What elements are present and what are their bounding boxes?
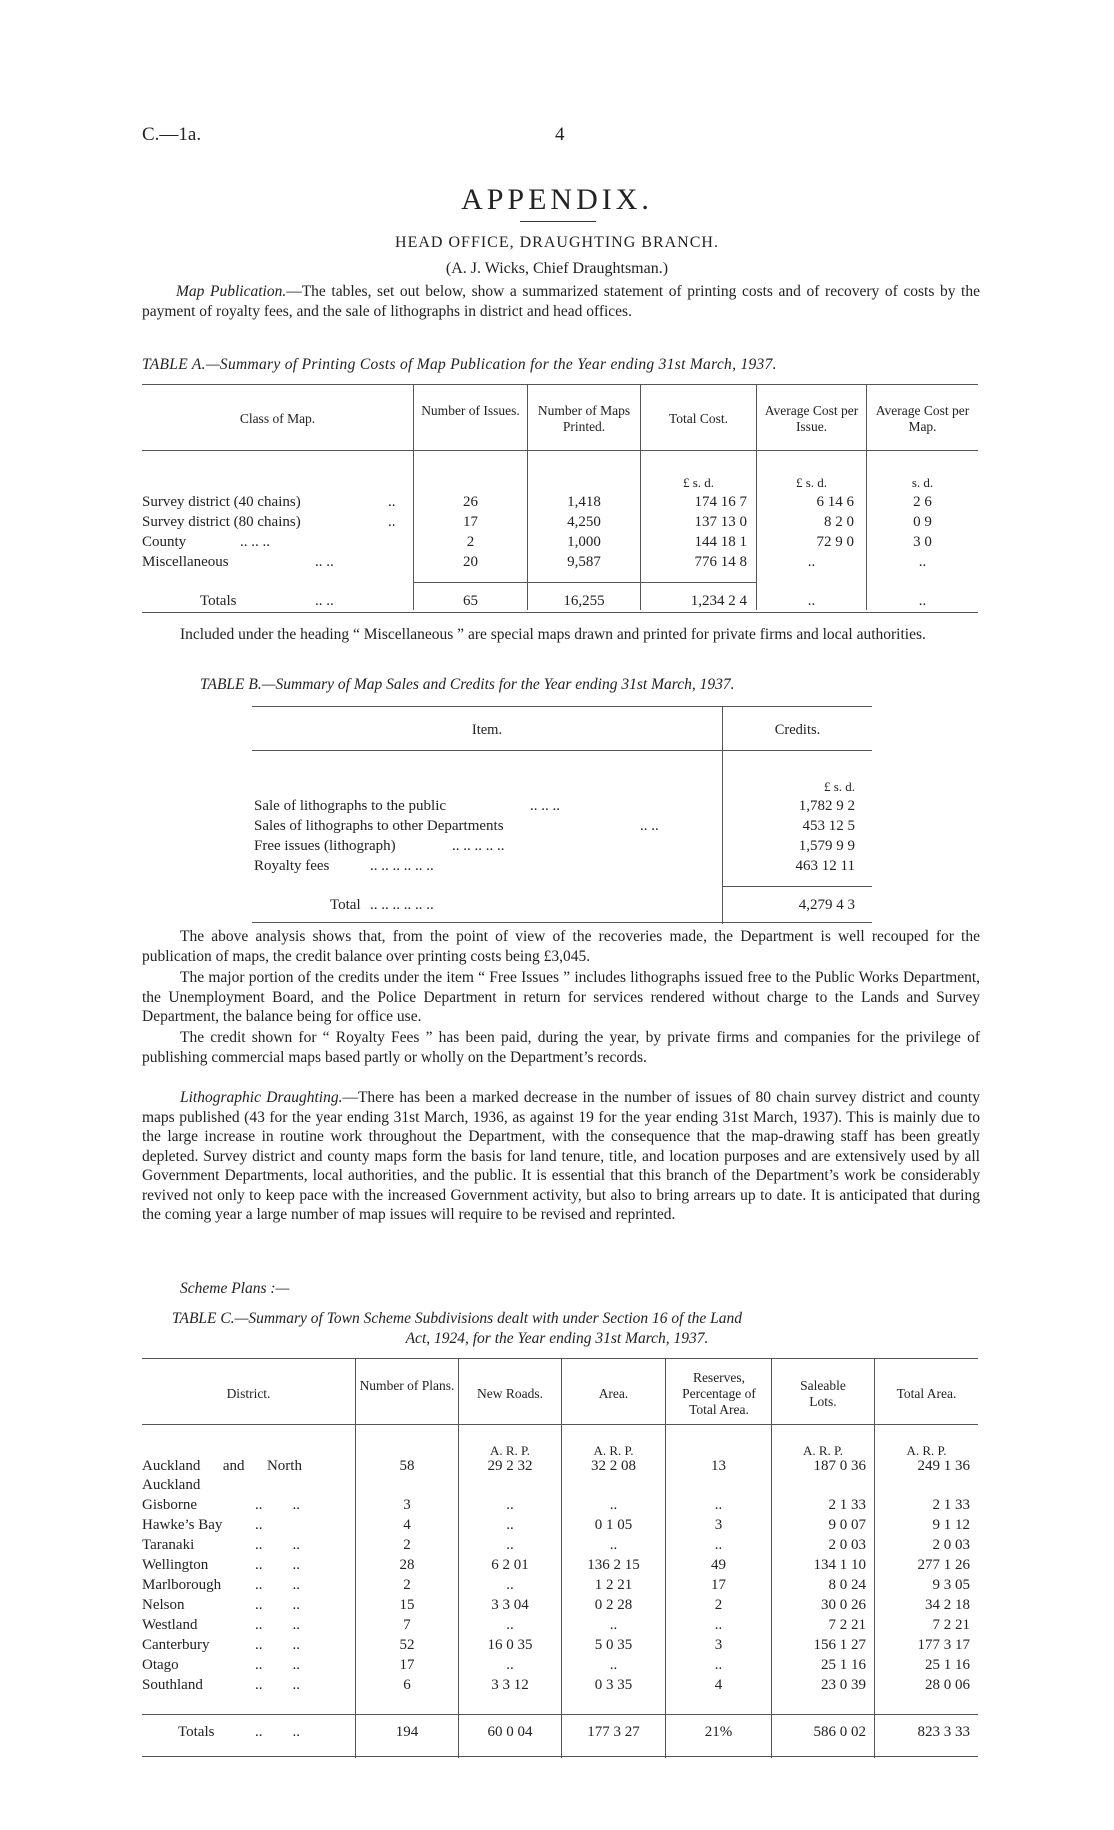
table-a-top-rule — [142, 384, 978, 385]
table-row-printed: 1,418 — [567, 494, 601, 510]
table-a-totals-label: Totals — [200, 593, 237, 609]
table-row-lots: 7 2 21 — [828, 1617, 866, 1633]
table-row-dots: .. .. — [255, 1617, 300, 1633]
table-row-district: Otago — [142, 1657, 179, 1673]
table-row-dots: .. .. — [255, 1677, 300, 1693]
table-c-header-area: Area. — [598, 1386, 629, 1401]
table-b-top-rule — [252, 706, 872, 707]
table-row-total: 249 1 36 — [917, 1458, 970, 1474]
table-row-per-map: .. — [918, 554, 927, 570]
table-c-totals-roads: 60 0 04 — [487, 1724, 533, 1740]
table-row-printed: 4,250 — [567, 514, 601, 530]
table-row-per-issue: .. — [807, 554, 816, 570]
table-row-area: 136 2 15 — [587, 1557, 640, 1573]
table-row-credit: 1,579 9 9 — [798, 838, 855, 854]
table-a-unit-per-map: s. d. — [911, 475, 934, 490]
table-row-district-cont: Auckland — [142, 1477, 201, 1493]
table-b-total-dots: .. .. .. .. .. .. — [370, 897, 434, 913]
table-row-dots: .. .. .. — [240, 534, 270, 550]
table-row-reserves: .. — [714, 1497, 723, 1513]
table-row-district: Canterbury — [142, 1637, 210, 1653]
table-row-dots: .. .. — [315, 554, 334, 570]
table-row-area: .. — [609, 1497, 618, 1513]
table-a-header-rule — [142, 450, 978, 451]
table-c-subtotal-rule — [142, 1714, 978, 1715]
table-row-area: 5 0 35 — [594, 1637, 633, 1653]
table-row-district: Wellington — [142, 1557, 209, 1573]
table-row-roads: .. — [506, 1617, 514, 1633]
table-a-totals-per-map: .. — [918, 593, 927, 609]
table-c-top-rule — [142, 1358, 978, 1359]
table-row-lots: 134 1 10 — [813, 1557, 866, 1573]
lithographic-text: —There has been a marked decrease in the number of issues of 80 chain survey district and county maps published (43 for the year ending 31st March, 1936, as against 19 for the year ending 31st March, 1937). This is mainly due to the large increase in routine work throughout the Department, with the consequence that the map-drawing staff has been greatly depleted. Survey district and county maps form the basis for land tenure, title, and location purposes and are extensively used by all Government Departments, local authorities, and the public. It is essential that this branch of the Department’s work be considerably revived not only to keep pace with the increased Government activity, but also to bring arrears up to date. It is anticipated that during the coming year a large number of map issues will require to be revised and reprinted. — [142, 1089, 980, 1223]
table-row-item: Royalty fees — [254, 858, 330, 874]
table-row-plans: 2 — [403, 1577, 411, 1593]
table-c-header-rule — [142, 1424, 978, 1425]
table-row-class: Survey district (40 chains) — [142, 494, 301, 510]
table-row-district: Westland — [142, 1617, 198, 1633]
table-row-reserves: 3 — [714, 1517, 723, 1533]
table-row-credit: 463 12 11 — [795, 858, 855, 874]
royalty-paragraph: The credit shown for “ Royalty Fees ” has been paid, during the year, by private firms and companies for the privilege of publishing commercial maps based partly or wholly on the Department’s records. — [142, 1029, 980, 1066]
table-row-total: 9 3 05 — [932, 1577, 970, 1593]
table-row-dots: .. .. — [255, 1637, 300, 1653]
table-row-reserves: 13 — [711, 1458, 726, 1474]
table-row-lots: 8 0 24 — [828, 1577, 866, 1593]
table-row-plans: 7 — [403, 1617, 411, 1633]
table-row-district: Taranaki — [142, 1537, 195, 1553]
table-c-totals-label: Totals — [178, 1724, 215, 1740]
table-row-roads: .. — [506, 1657, 514, 1673]
table-row-dots: .. .. — [255, 1597, 300, 1613]
table-row-total: 7 2 21 — [932, 1617, 970, 1633]
table-row-lots: 2 1 33 — [828, 1497, 866, 1513]
table-c-header-roads: New Roads. — [477, 1386, 543, 1401]
table-row-total: 2 0 03 — [932, 1537, 970, 1553]
table-row-lots: 2 0 03 — [828, 1537, 866, 1553]
table-row-dots: .. .. .. — [530, 798, 560, 814]
map-publication-lead: Map Publication. — [176, 283, 287, 300]
free-issues-paragraph: The major portion of the credits under the item “ Free Issues ” includes lithographs issued free to the Public Works Department, the Unemployment Board, and the Police Department in return for services rendered without charge to the Lands and Survey Department, the balance being for office use. — [142, 969, 980, 1025]
table-row-per-map: 2 6 — [913, 494, 932, 510]
analysis-paragraph: The above analysis shows that, from the point of view of the recoveries made, the Department is well recouped for the publication of maps, the credit balance over printing costs being £3,045. — [142, 928, 980, 965]
table-c-bottom-rule — [142, 1756, 978, 1757]
table-c-unit-area: A. R. P. — [593, 1443, 634, 1458]
table-row-roads: 3 3 12 — [491, 1677, 529, 1693]
table-row-dots: .. — [388, 514, 396, 530]
table-row-district: Hawke’s Bay — [142, 1517, 223, 1533]
table-row-credit: 453 12 5 — [802, 818, 855, 834]
table-a-header-per-map: Average Cost per Map. — [875, 403, 970, 434]
table-row-total: 9 1 12 — [932, 1517, 970, 1533]
table-b-unit: £ s. d. — [823, 779, 855, 794]
table-c-totals-dots: .. .. — [255, 1724, 300, 1740]
table-row-roads: 16 0 35 — [487, 1637, 533, 1653]
table-a-bottom-rule — [142, 612, 978, 613]
table-a-caption: TABLE A.—Summary of Printing Costs of Map Publication for the Year ending 31st March, 1937. — [142, 356, 777, 373]
table-a-totals-issues: 65 — [463, 593, 478, 609]
table-row-reserves: .. — [714, 1657, 723, 1673]
table-row-district: Southland — [142, 1677, 203, 1693]
table-a-header-total: Total Cost. — [668, 411, 729, 426]
table-c-unit-total: A. R. P. — [906, 1443, 947, 1458]
table-row-dots: .. .. .. .. .. .. — [370, 858, 434, 874]
table-row-issues: 2 — [466, 534, 475, 550]
table-row-dots: .. — [255, 1517, 263, 1533]
title-divider — [520, 221, 596, 222]
table-b-caption: TABLE B.—Summary of Map Sales and Credits for the Year ending 31st March, 1937. — [200, 676, 735, 693]
table-row-district: Auckland and North — [142, 1458, 302, 1474]
table-a-totals-per-issue: .. — [807, 593, 816, 609]
table-row-dots: .. .. .. .. .. — [452, 838, 505, 854]
table-row-plans: 3 — [403, 1497, 411, 1513]
table-row-reserves: 2 — [714, 1597, 723, 1613]
table-b-header-credits: Credits. — [774, 722, 821, 738]
table-c-caption-line2: Act, 1924, for the Year ending 31st March, 1937. — [405, 1330, 709, 1347]
lithographic-paragraph — [142, 1088, 980, 1225]
table-row-roads: .. — [506, 1577, 514, 1593]
table-a-header-printed: Number of Maps Printed. — [537, 403, 631, 434]
table-row-dots: .. — [388, 494, 396, 510]
table-row-reserves: .. — [714, 1617, 723, 1633]
table-c-totals-lots: 586 0 02 — [813, 1724, 866, 1740]
table-b-subtotal-rule — [722, 886, 872, 887]
table-row-dots: .. .. — [255, 1537, 300, 1553]
table-a-header-per-issue: Average Cost per Issue. — [764, 403, 859, 434]
table-row-reserves: 49 — [711, 1557, 726, 1573]
table-row-item: Sales of lithographs to other Departments — [254, 818, 504, 834]
page-title: APPENDIX. — [461, 183, 653, 216]
table-row-area: .. — [609, 1657, 618, 1673]
table-row-total: 25 1 16 — [925, 1657, 970, 1673]
table-row-lots: 23 0 39 — [821, 1677, 866, 1693]
table-b-total-credit: 4,279 4 3 — [798, 897, 855, 913]
table-row-district: Gisborne — [142, 1497, 197, 1513]
table-row-per-issue: 6 14 6 — [816, 494, 854, 510]
table-row-total: 177 3 17 — [917, 1637, 970, 1653]
table-row-per-issue: 8 2 0 — [824, 514, 854, 530]
table-row-plans: 6 — [403, 1677, 411, 1693]
table-b-col-rule — [722, 706, 723, 924]
table-a-header-class: Class of Map. — [239, 411, 316, 426]
author-line: (A. J. Wicks, Chief Draughtsman.) — [445, 260, 669, 277]
table-row-plans: 28 — [399, 1557, 415, 1573]
table-c-totals-area: 177 3 27 — [587, 1724, 640, 1740]
table-c-totals-total: 823 3 33 — [917, 1724, 970, 1740]
table-row-district: Nelson — [142, 1597, 185, 1613]
table-row-roads: 6 2 01 — [491, 1557, 529, 1573]
table-row-printed: 9,587 — [567, 554, 601, 570]
table-a-header-issues: Number of Issues. — [421, 403, 520, 418]
table-row-per-issue: 72 9 0 — [816, 534, 854, 550]
table-row-district: Marlborough — [142, 1577, 222, 1593]
table-row-area: .. — [609, 1537, 618, 1553]
table-row-class: Miscellaneous — [142, 554, 229, 570]
map-publication-paragraph — [142, 282, 980, 321]
table-row-plans: 2 — [403, 1537, 411, 1553]
table-row-lots: 156 1 27 — [813, 1637, 866, 1653]
table-row-dots: .. .. — [640, 818, 659, 834]
table-row-per-map: 3 0 — [913, 534, 932, 550]
table-c-unit-lots: A. R. P. — [802, 1443, 844, 1458]
page-number: 4 — [555, 124, 565, 145]
table-a-totals-total: 1,234 2 4 — [690, 593, 747, 609]
table-row-class: Survey district (80 chains) — [142, 514, 301, 530]
table-row-area: .. — [609, 1617, 618, 1633]
table-row-issues: 17 — [463, 514, 478, 530]
table-a-totals-dots: .. .. — [315, 593, 334, 609]
table-a-note: Included under the heading “ Miscellaneous ” are special maps drawn and printed for private firms and local authorities. — [180, 626, 926, 643]
table-b-header-rule — [252, 750, 872, 751]
table-row-lots: 9 0 07 — [828, 1517, 866, 1533]
table-row-plans: 52 — [399, 1637, 415, 1653]
lithographic-lead: Lithographic Draughting. — [180, 1089, 343, 1106]
table-row-roads: 29 2 32 — [487, 1458, 533, 1474]
table-row-area: 0 3 35 — [594, 1677, 633, 1693]
table-a-unit-total: £ s. d. — [682, 475, 715, 490]
table-row-total: 2 1 33 — [932, 1497, 970, 1513]
table-row-lots: 30 0 26 — [821, 1597, 866, 1613]
table-row-item: Sale of lithographs to the public — [254, 798, 447, 814]
table-row-roads: .. — [506, 1497, 514, 1513]
table-row-roads: .. — [506, 1517, 514, 1533]
table-row-total: 28 0 06 — [925, 1677, 970, 1693]
table-row-lots: 187 0 36 — [813, 1458, 866, 1474]
page-reference: C.—1a. — [142, 124, 202, 145]
table-row-dots: .. .. — [255, 1497, 300, 1513]
table-a-unit-per-issue: £ s. d. — [795, 475, 828, 490]
table-c-header-total: Total Area. — [896, 1386, 957, 1401]
table-row-reserves: 4 — [714, 1677, 723, 1693]
table-b-header-item: Item. — [471, 722, 503, 738]
table-b-total-label: Total — [330, 897, 361, 913]
table-row-area: 32 2 08 — [591, 1458, 636, 1474]
table-row-dots: .. .. — [255, 1657, 300, 1673]
table-row-total: 34 2 18 — [925, 1597, 970, 1613]
table-c-totals-plans: 194 — [395, 1724, 419, 1740]
table-row-plans: 17 — [399, 1657, 415, 1673]
table-a-totals-printed: 16,255 — [563, 593, 605, 609]
scheme-plans-heading: Scheme Plans :— — [180, 1280, 290, 1297]
table-row-dots: .. .. — [255, 1557, 300, 1573]
table-row-issues: 20 — [463, 554, 478, 570]
table-b-bottom-rule — [252, 922, 872, 923]
table-row-reserves: 17 — [711, 1577, 726, 1593]
table-row-plans: 15 — [399, 1597, 415, 1613]
table-row-area: 0 1 05 — [594, 1517, 633, 1533]
table-c-header-lots: Saleable Lots. — [800, 1378, 846, 1409]
table-row-roads: .. — [506, 1537, 514, 1553]
table-c-caption-line1: TABLE C.—Summary of Town Scheme Subdivisions dealt with under Section 16 of the Land — [172, 1310, 743, 1327]
table-row-total: 144 18 1 — [694, 534, 747, 550]
table-c-totals-reserves: 21% — [704, 1724, 733, 1740]
table-row-roads: 3 3 04 — [491, 1597, 529, 1613]
table-row-plans: 58 — [399, 1458, 415, 1474]
table-row-area: 0 2 28 — [594, 1597, 633, 1613]
table-c-header-reserves: Reserves, Percentage of Total Area. — [682, 1370, 756, 1417]
table-a-subtotal-rule — [413, 582, 756, 583]
table-row-per-map: 0 9 — [913, 514, 932, 530]
table-row-total: 174 16 7 — [694, 494, 747, 510]
table-c-unit-roads: A. R. P. — [489, 1443, 531, 1458]
table-row-printed: 1,000 — [567, 534, 601, 550]
table-row-total: 776 14 8 — [694, 554, 747, 570]
table-row-area: 1 2 21 — [594, 1577, 633, 1593]
table-row-issues: 26 — [463, 494, 478, 510]
table-row-total: 277 1 26 — [917, 1557, 970, 1573]
branch-heading: HEAD OFFICE, DRAUGHTING BRANCH. — [395, 234, 719, 251]
table-c-header-plans: Number of Plans. — [359, 1378, 455, 1393]
table-row-class: County — [142, 534, 187, 550]
table-row-lots: 25 1 16 — [821, 1657, 866, 1673]
table-row-plans: 4 — [403, 1517, 411, 1533]
table-row-dots: .. .. — [255, 1577, 300, 1593]
table-row-total: 137 13 0 — [694, 514, 747, 530]
table-row-credit: 1,782 9 2 — [798, 798, 855, 814]
table-c-header-district: District. — [226, 1386, 271, 1401]
table-row-reserves: 3 — [714, 1637, 723, 1653]
table-row-reserves: .. — [714, 1537, 723, 1553]
table-row-item: Free issues (lithograph) — [254, 838, 396, 854]
map-publication-text: —The tables, set out below, show a summarized statement of printing costs and of recovery of costs by the payment of royalty fees, and the sale of lithographs in district and head offices. — [142, 283, 980, 320]
